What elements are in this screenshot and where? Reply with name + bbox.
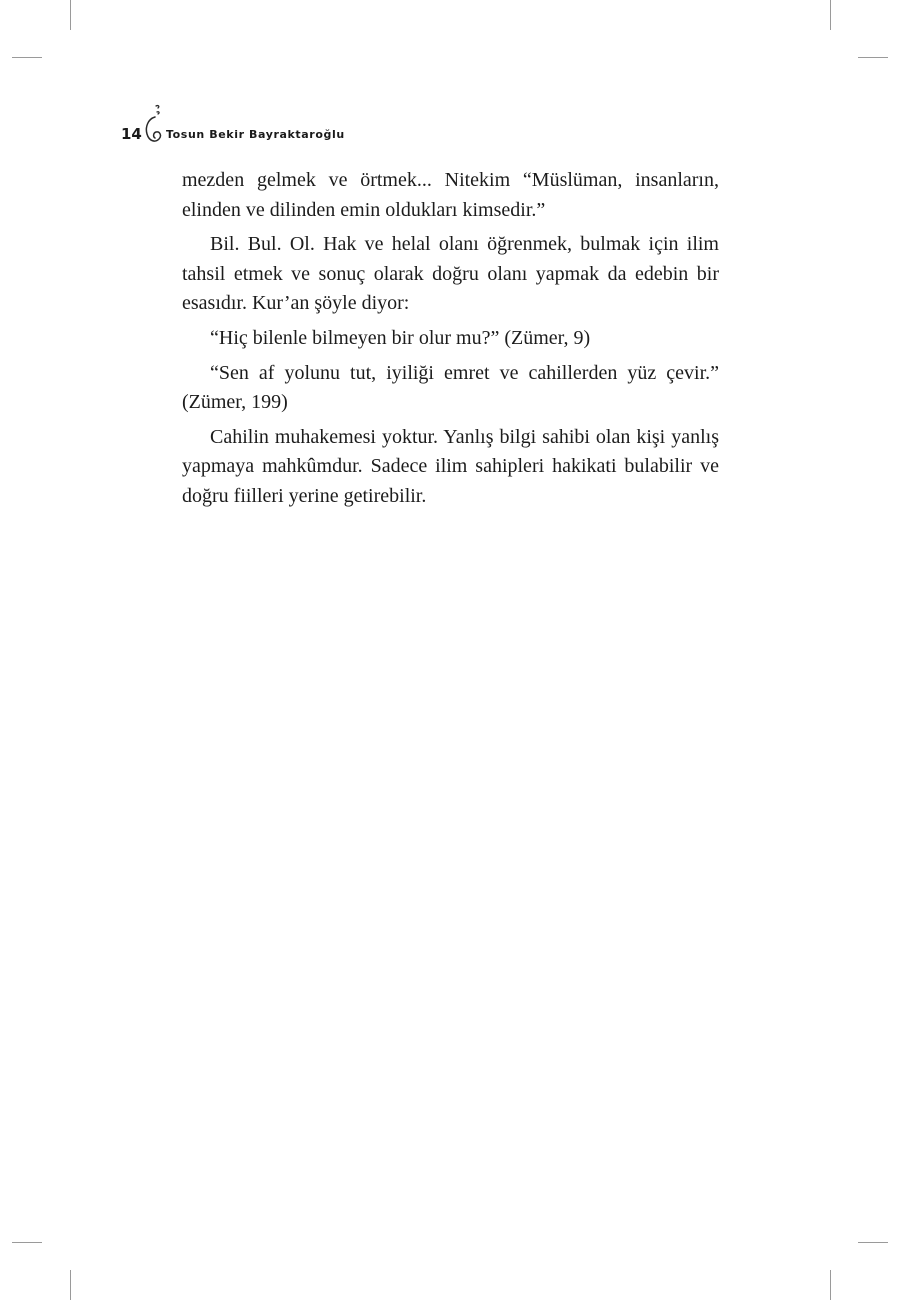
paragraph: Bil. Bul. Ol. Hak ve helal olanı öğrenmek, bulmak için ilim tahsil etmek ve sonuç olarak doğru olanı yapmak da edebin bir esasıdır. Kur’an şöyle diyor:	[182, 233, 719, 315]
crop-mark-bottom-left	[70, 1270, 71, 1300]
crop-mark-right-bottom	[858, 1242, 888, 1243]
running-head-author: Tosun Bekir Bayraktaroğlu	[166, 128, 345, 141]
crop-mark-top-right	[830, 0, 831, 30]
page-number: 14	[121, 125, 142, 143]
crop-mark-left-top	[12, 57, 42, 58]
quote-paragraph: “Sen af yolunu tut, iyiliği emret ve cahillerden yüz çevir.” (Zümer, 199)	[182, 361, 719, 414]
crop-mark-top-left	[70, 0, 71, 30]
crop-mark-bottom-right	[830, 1270, 831, 1300]
quote-paragraph: “Hiç bilenle bilmeyen bir olur mu?” (Zümer, 9)	[210, 326, 591, 349]
paragraph: mezden gelmek ve örtmek... Nitekim “Müslüman, insanların, elinden ve dilinden emin oldukları kimsedir.”	[182, 169, 719, 221]
body-text	[182, 166, 719, 512]
paragraph: Cahilin muhakemesi yoktur. Yanlış bilgi sahibi olan kişi yanlış yapmaya mahkûmdur. Sadece ilim sahipleri hakikati bulabilir ve doğru fiilleri yerine getirebilir.	[182, 425, 719, 507]
crop-mark-left-bottom	[12, 1242, 42, 1243]
page-header	[121, 103, 521, 147]
calligraphic-flourish-icon	[143, 103, 165, 147]
crop-mark-right-top	[858, 57, 888, 58]
